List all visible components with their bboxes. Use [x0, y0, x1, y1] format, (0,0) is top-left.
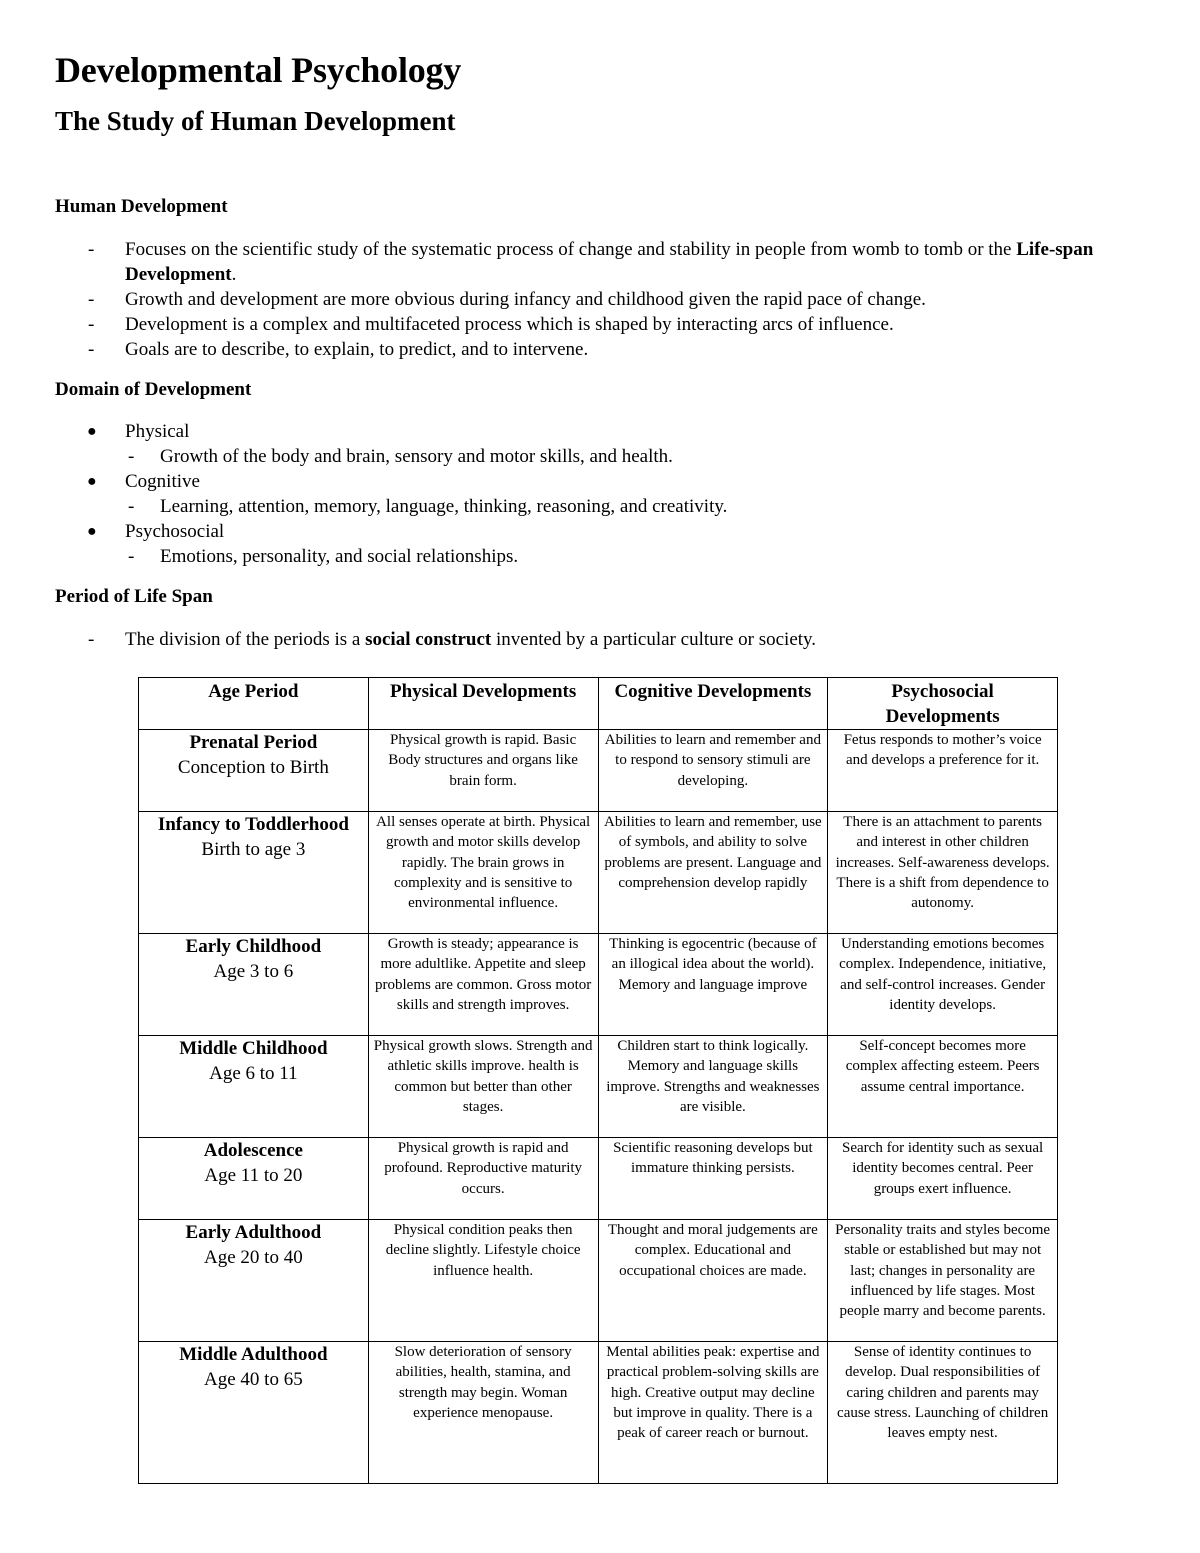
domain-detail: - Emotions, personality, and social relationships. — [55, 544, 1155, 569]
page-title: Developmental Psychology — [55, 50, 462, 90]
social-construct-term: social construct — [365, 629, 492, 650]
domain-detail: - Growth of the body and brain, sensory and motor skills, and health. — [55, 444, 1155, 469]
cell-cognitive: Thought and moral judgements are complex. Educational and occupational choices are made. — [598, 1220, 828, 1342]
list-item: - Development is a complex and multifaceted process which is shaped by interacting arcs of influence. — [55, 312, 1155, 337]
period-name: Early Childhood — [185, 936, 322, 957]
section-heading-human-development: Human Development — [55, 196, 228, 217]
period-list — [55, 627, 1155, 652]
list-item: - The division of the periods is a social construct invented by a particular culture or society. — [55, 627, 1155, 652]
header-physical: Physical Developments — [368, 678, 598, 730]
period-range: Age 3 to 6 — [213, 961, 294, 982]
cell-psychosocial: Understanding emotions becomes complex. Independence, initiative, and self-control increases. Gender identity develops. — [828, 934, 1058, 1036]
cell-cognitive: Children start to think logically. Memory and language skills improve. Strengths and weaknesses are visible. — [598, 1036, 828, 1138]
domain-item-psychosocial: ● Psychosocial - Emotions, personality, and social relationships. — [55, 519, 1155, 569]
period-name: Adolescence — [203, 1140, 303, 1161]
table-row — [139, 1036, 1058, 1138]
bullet-icon: ● — [87, 523, 97, 540]
cell-physical: Growth is steady; appearance is more adultlike. Appetite and sleep problems are common. Gross motor skills and strength improves. — [368, 934, 598, 1036]
human-development-list — [55, 237, 1155, 362]
cell-psychosocial: Search for identity such as sexual identity becomes central. Peer groups exert influence. — [828, 1138, 1058, 1220]
period-name: Middle Adulthood — [179, 1344, 328, 1365]
cell-age-period — [139, 934, 369, 1036]
table-row — [139, 934, 1058, 1036]
bullet-icon: ● — [87, 423, 97, 440]
list-item: - Focuses on the scientific study of the systematic process of change and stability in people from womb to tomb or the Life-span Development. — [55, 237, 1155, 287]
table-row — [139, 1138, 1058, 1220]
header-age-period: Age Period — [139, 678, 369, 730]
document-page — [55, 40, 1155, 652]
period-range: Age 11 to 20 — [204, 1165, 303, 1186]
period-range: Birth to age 3 — [201, 839, 306, 860]
cell-cognitive: Mental abilities peak: expertise and practical problem-solving skills are high. Creative output may decline but improve in quality. There is a peak of career reach or burnout. — [598, 1342, 828, 1484]
cell-psychosocial: There is an attachment to parents and interest in other children increases. Self-awareness develops. There is a shift from dependence to autonomy. — [828, 812, 1058, 934]
header-psychosocial: Psychosocial Developments — [828, 678, 1058, 730]
cell-age-period — [139, 730, 369, 812]
cell-cognitive: Abilities to learn and remember, use of symbols, and ability to solve problems are present. Language and comprehension develop rapidly — [598, 812, 828, 934]
table-row — [139, 1342, 1058, 1484]
domain-list — [55, 419, 1155, 569]
cell-physical: All senses operate at birth. Physical growth and motor skills develop rapidly. The brain grows in complexity and is sensitive to environmental influence. — [368, 812, 598, 934]
cell-age-period — [139, 1342, 369, 1484]
cell-psychosocial: Personality traits and styles become stable or established but may not last; changes in personality are influenced by life stages. Most people marry and become parents. — [828, 1220, 1058, 1342]
table-row — [139, 1220, 1058, 1342]
list-item: - Growth and development are more obvious during infancy and childhood given the rapid pace of change. — [55, 287, 1155, 312]
cell-psychosocial: Fetus responds to mother’s voice and develops a preference for it. — [828, 730, 1058, 812]
item-text: Focuses on the scientific study of the systematic process of change and stability in people from womb to tomb or the — [125, 239, 1012, 260]
cell-physical: Physical condition peaks then decline slightly. Lifestyle choice influence health. — [368, 1220, 598, 1342]
domain-item-physical: ● Physical - Growth of the body and brain, sensory and motor skills, and health. — [55, 419, 1155, 469]
cell-age-period — [139, 1220, 369, 1342]
section-heading-domain: Domain of Development — [55, 379, 252, 400]
table-header-row — [139, 678, 1058, 730]
period-name: Prenatal Period — [189, 732, 318, 753]
table-body — [139, 730, 1058, 1484]
cell-physical: Slow deterioration of sensory abilities, health, stamina, and strength may begin. Woman experience menopause. — [368, 1342, 598, 1484]
period-name: Middle Childhood — [179, 1038, 328, 1059]
cell-physical: Physical growth slows. Strength and athletic skills improve. health is common but better than other stages. — [368, 1036, 598, 1138]
page-subtitle: The Study of Human Development — [55, 106, 456, 136]
cell-age-period — [139, 1036, 369, 1138]
list-item: - Goals are to describe, to explain, to predict, and to intervene. — [55, 337, 1155, 362]
period-range: Age 40 to 65 — [204, 1369, 303, 1390]
period-range: Age 6 to 11 — [209, 1063, 298, 1084]
cell-cognitive: Thinking is egocentric (because of an illogical idea about the world). Memory and language improve — [598, 934, 828, 1036]
section-heading-period: Period of Life Span — [55, 586, 213, 607]
domain-detail: - Learning, attention, memory, language, thinking, reasoning, and creativity. — [55, 494, 1155, 519]
cell-physical: Physical growth is rapid. Basic Body structures and organs like brain form. — [368, 730, 598, 812]
cell-age-period — [139, 812, 369, 934]
period-name: Early Adulthood — [185, 1222, 322, 1243]
period-name: Infancy to Toddlerhood — [157, 814, 349, 835]
table-row — [139, 812, 1058, 934]
domain-item-cognitive: ● Cognitive - Learning, attention, memory, language, thinking, reasoning, and creativity. — [55, 469, 1155, 519]
cell-physical: Physical growth is rapid and profound. Reproductive maturity occurs. — [368, 1138, 598, 1220]
cell-cognitive: Scientific reasoning develops but immature thinking persists. — [598, 1138, 828, 1220]
cell-cognitive: Abilities to learn and remember and to respond to sensory stimuli are developing. — [598, 730, 828, 812]
cell-psychosocial: Sense of identity continues to develop. Dual responsibilities of caring children and parents may cause stress. Launching of children leaves empty nest. — [828, 1342, 1058, 1484]
period-range: Conception to Birth — [177, 757, 329, 778]
bullet-icon: ● — [87, 473, 97, 490]
cell-psychosocial: Self-concept becomes more complex affecting esteem. Peers assume central importance. — [828, 1036, 1058, 1138]
header-cognitive: Cognitive Developments — [598, 678, 828, 730]
life-span-table — [138, 677, 1058, 1484]
cell-age-period — [139, 1138, 369, 1220]
period-range: Age 20 to 40 — [204, 1247, 303, 1268]
life-span-term: Life-span Development — [125, 239, 1094, 285]
table-row — [139, 730, 1058, 812]
